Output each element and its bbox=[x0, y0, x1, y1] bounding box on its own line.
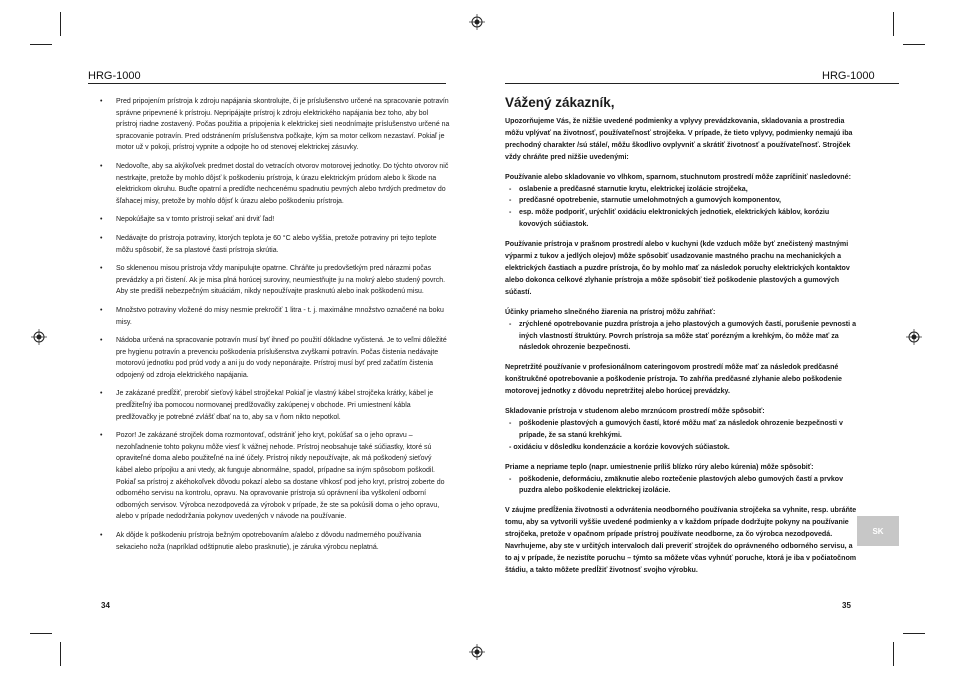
section-title: Priame a nepriame teplo (napr. umiestnenie príliš blízko rúry alebo kúrenia) môže spôsobiť: bbox=[505, 462, 814, 471]
section-paragraph: Používanie prístroja v prašnom prostredí alebo v kuchyni (kde vzduch môže byť znečistený mastnými výparmi z tukov a jedlých olejov) môže spôsobiť usadzovanie mastného prachu na mechanických a elektrických častiach a puzdre prístroja, čo by mohlo mať za následok poruchy elektrických kontaktov alebo dokonca celkové zlyhanie prístroja a môže spôsobiť tiež poškodenie plastových a gumových súčastí. bbox=[505, 240, 850, 296]
list-item: • Nepokúšajte sa v tomto prístroji sekať ani drviť ľad! bbox=[100, 216, 275, 224]
list-item: - esp. môže podporiť, urýchliť oxidáciu elektronických jednotiek, elektrických káblov, koróziu kovových súčiastok. bbox=[509, 208, 830, 229]
crop-mark bbox=[30, 633, 52, 634]
language-tab: SK bbox=[857, 516, 899, 546]
intro-paragraph: Upozorňujeme Vás, že nižšie uvedené podmienky a vplyvy prevádzkovania, skladovania a prostredia môžu vplývať na životnosť, používateľnosť strojčeka. V prípade, že tieto vplyvy, podmienky nemajú iba prechodný charakter /sú stále/, môžu škodlivo ovplyvniť a skrátiť životnosť a používateľnosť. Strojček vždy chráňte pred nižšie uvedenými: bbox=[505, 117, 853, 161]
left-page-bullets bbox=[100, 96, 450, 560]
right-header-rule bbox=[505, 83, 899, 84]
section-title: Používanie alebo skladovanie vo vlhkom, sparnom, stuchnutom prostredí môže zapríčiniť nasledovné: bbox=[505, 172, 851, 181]
registration-mark-icon bbox=[31, 329, 47, 345]
list-item: • Nedovoľte, aby sa akýkoľvek predmet dostal do vetracích otvorov motorovej jednotky. Do týchto otvorov nič nestrkajte, pretože by mohlo dôjsť k poškodeniu prístroja, k úrazu elektrickým prúdom alebo k škode na elektrickom okruhu. Buďte opatrní a predíďte nechcenému spadnutiu pevných alebo tvrdých predmetov do šľahacej misy, pretože by mohlo dôjsť k úrazu alebo poškodeniu prístroja. bbox=[100, 162, 449, 205]
list-item: - poškodenie plastových a gumových častí, ktoré môžu mať za následok ohrozenie bezpečnosti v prípade, že sa stanú krehkými. bbox=[509, 418, 843, 439]
list-item: • Pred pripojením prístroja k zdroju napájania skontrolujte, či je príslušenstvo určené na spracovanie potravín správne pripevnené k prístroju. Nepripájajte prístroj k zdroju elektrického napájania bez toho, aby bol prístroj riadne zostavený. Počas použitia a pripojenia k elektrickej sieti neodnímajte príslušenstvo určené na spracovanie potravín. Pred odstránením príslušenstva počkajte, kým sa motor celkom nezastaví. Pokiaľ je motor už v pokoji, prístroj vypnite a odpojte ho od stenovej elektrickej zásuvky. bbox=[100, 98, 450, 152]
crop-mark bbox=[60, 642, 61, 666]
left-header-rule bbox=[88, 83, 446, 84]
crop-mark bbox=[903, 633, 925, 634]
list-item: • Nádoba určená na spracovanie potravín musí byť ihneď po použití dôkladne vyčistená. Je to veľmi dôležité pre hygienu potravín a prevenciu poškodenia príslušenstva zvyškami potravín. Počas čistenia nedávajte motorovú jednotku pod prúd vody a ani ju do vody neponárajte. Prístroj musí byť pred začatím čistenia odpojený od zdroja elektrického napájania. bbox=[100, 337, 447, 379]
list-item: • Ak dôjde k poškodeniu prístroja bežným opotrebovaním a/alebo z dôvodu nadmerného používania sekacieho noža (napríklad odštipnutie alebo prasknutie), je záruka výrobcu neplatná. bbox=[100, 532, 422, 551]
page-title: Vážený zákazník, bbox=[505, 95, 615, 110]
crop-mark bbox=[60, 12, 61, 36]
list-item: • Je zakázané predĺžiť, prerobiť sieťový kábel strojčeka! Pokiaľ je vlastný kábel strojčeka krátky, kábel je predĺžiteľný iba pomocou normovanej predlžovačky zakúpenej v obchode. Pri umiestnení kábla predlžovačky je potrebné zvlášť dbať na to, aby sa v ňom nikto nepotkol. bbox=[100, 390, 434, 421]
left-page-number: 34 bbox=[101, 601, 110, 610]
section-paragraph: Nepretržité používanie v profesionálnom cateringovom prostredí môže mať za následok predčasné konštrukčné opotrebovanie a poškodenie prístroja. To zahŕňa predčasné zlyhanie alebo poškodenie motorovej jednotky z dôvodu nepretržitej alebo horúcej prevádzky. bbox=[505, 363, 842, 396]
right-page-number: 35 bbox=[842, 601, 851, 610]
crop-mark bbox=[30, 44, 52, 45]
list-item: - poškodenie, deformáciu, zmäknutie alebo roztečenie plastových alebo gumových častí a prvkov puzdra alebo poškodenie elektrickej izolácie. bbox=[509, 474, 844, 495]
list-item: • So sklenenou misou prístroja vždy manipulujte opatrne. Chráňte ju predovšetkým pred nárazmi počas prevádzky a pri čistení. Ak je misa plná horúcej suroviny, neumiestňujte ju na mokrý alebo studený povrch. Aby ste predišli nebezpečným situáciám, nikdy nepoužívajte prasknutú alebo inak poškodenú misu. bbox=[100, 265, 446, 296]
crop-mark bbox=[893, 642, 894, 666]
list-item: • Nedávajte do prístroja potraviny, ktorých teplota je 60 °C alebo vyššia, pretože potraviny pri tejto teplote môžu spôsobiť, že sa plastové časti prístroja skrútia. bbox=[100, 234, 437, 254]
crop-mark bbox=[893, 12, 894, 36]
closing-paragraph: V záujme predĺženia životnosti a odvrátenia neodborného používania strojčeka sa vyhnite, resp. ubráňte tomu, aby sa vytvorili vyššie uvedené podmienky a v každom prípade dodržujte pokyny na používanie strojčeka, pretože v opačnom prípade prístroj používate neodborne, za čo výrobca nezodpovedá. Navrhujeme, aby ste v určitých intervaloch dali preveriť strojček do oprávneného odborného servisu, a to aj v prípade, že nezistíte poruchu – týmto sa môžete včas vyhnúť poruche, ktorá je iba v počiatočnom štádiu, a takto môžete predĺžiť životnosť svojho výrobku. bbox=[505, 506, 857, 574]
registration-mark-icon bbox=[469, 14, 485, 30]
list-item: • Pozor! Je zakázané strojček doma rozmontovať, odstrániť jeho kryt, pokúšať sa o jeho opravu – nezohľadnenie tohto pokynu môže viesť k vážnej nehode. Prístroj neobsahuje také súčiastky, ktoré sú opraviteľné doma alebo použiteľné na iné účely. Prístroj nikdy nepoužívajte, ak má poškodený sieťový kábel alebo prípojku a ani vtedy, ak funguje abnormálne, spadol, prípadne sa iným spôsobom poškodil. Pokiaľ sa prístroj z akéhokoľvek dôvodu pokazí alebo sa dostane vlhkosť pod jeho kryt, prístroj zoberte do odborného servisu na kontrolu, opravu. Na opravovanie prístroja sú oprávnení iba vyškolení odborní odborných servisov. Výrobca nezodpovedá za výrobok v prípade, že ste sa pokúsili doma o jeho opravu, alebo v prípade nedodržania pokynov uvedených v návode na používanie. bbox=[100, 432, 445, 521]
list-item: - oxidáciu v dôsledku kondenzácie a korózie kovových súčiastok. bbox=[509, 442, 730, 451]
list-item: - predčasné opotrebenie, starnutie umelohmotných a gumových komponentov, bbox=[509, 196, 781, 205]
registration-mark-icon bbox=[469, 644, 485, 660]
left-header-model: HRG-1000 bbox=[88, 70, 141, 82]
right-header-model: HRG-1000 bbox=[822, 70, 875, 82]
right-page-content bbox=[505, 95, 857, 585]
section-title: Skladovanie prístroja v studenom alebo mrznúcom prostredí môže spôsobiť: bbox=[505, 407, 765, 416]
registration-mark-icon bbox=[906, 329, 922, 345]
crop-mark bbox=[903, 44, 925, 45]
section-title: Účinky priameho slnečného žiarenia na prístroj môžu zahŕňať: bbox=[505, 307, 716, 316]
list-item: • Množstvo potraviny vložené do misy nesmie prekročiť 1 litra - t. j. maximálne množstvo označené na boku misy. bbox=[100, 306, 444, 326]
list-item: - zrýchlené opotrebovanie puzdra prístroja a jeho plastových a gumových častí, porušenie pevnosti a iných vlastností štruktúry. Povrch prístroja sa môže stať porézným a krehkým, čo môže mať za následok ohrozenie bezpečnosti. bbox=[509, 319, 857, 352]
list-item: - oslabenie a predčasné starnutie krytu, elektrickej izolácie strojčeka, bbox=[509, 184, 748, 193]
